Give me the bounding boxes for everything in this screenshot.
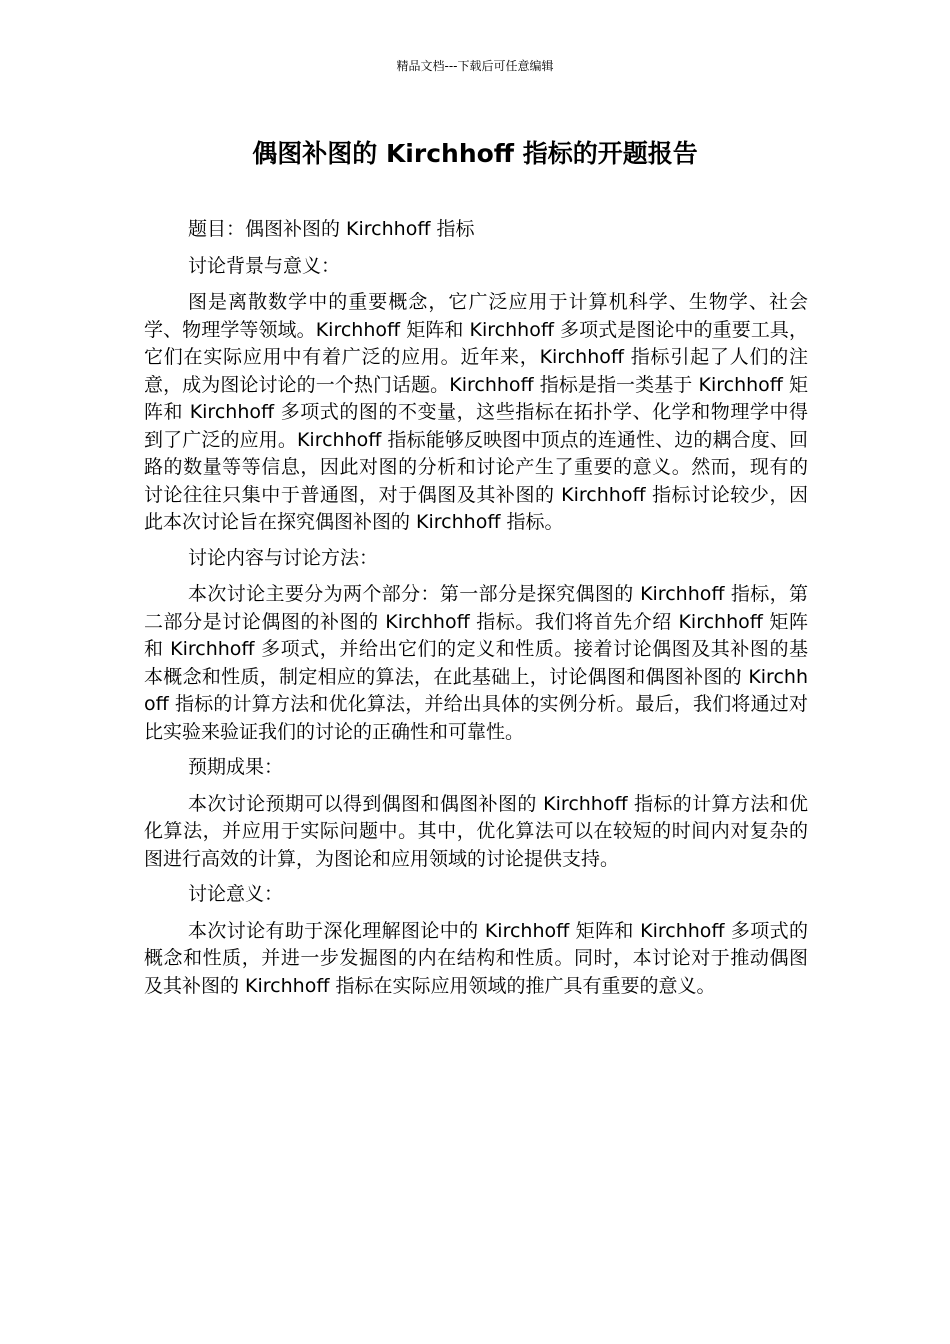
paragraph-content-method: 本次讨论主要分为两个部分：第一部分是探究偶图的 Kirchhoff 指标，第二部分是讨论偶图的补图的 Kirchhoff 指标。我们将首先介绍 Kirchhoff 矩阵和 Kirchhoff 多项式，并给出它们的定义和性质。接着讨论偶图及其补图的基本概念和性质，制定相应的算法，在此基础上，讨论偶图和偶图补图的 Kirchhoff 指标的计算方法和优化算法，并给出具体的实例分析。最后，我们将通过对比实验来验证我们的讨论的正确性和可靠性。	[144, 583, 808, 743]
section-heading-significance: 讨论意义：	[188, 883, 284, 905]
paragraph-background: 图是离散数学中的重要概念，它广泛应用于计算机科学、生物学、社会学、物理学等领域。Kirchhoff 矩阵和 Kirchhoff 多项式是图论中的重要工具，它们在实际应用中有着广泛的应用。近年来，Kirchhoff 指标引起了人们的注意，成为图论讨论的一个热门话题。Kirchhoff 指标是指一类基于 Kirchhoff 矩阵和 Kirchhoff 多项式的图的不变量，这些指标在拓扑学、化学和物理学中得到了广泛的应用。Kirchhoff 指标能够反映图中顶点的连通性、边的耦合度、回路的数量等等信息，因此对图的分析和讨论产生了重要的意义。然而，现有的讨论往往只集中于普通图，对于偶图及其补图的 Kirchhoff 指标讨论较少，因此本次讨论旨在探究偶图补图的 Kirchhoff 指标。	[144, 291, 808, 533]
section-heading-content-method: 讨论内容与讨论方法：	[188, 546, 379, 569]
topic-line: 题目：偶图补图的 Kirchhoff 指标	[188, 218, 475, 240]
section-heading-expected-results: 预期成果：	[188, 756, 284, 778]
paragraph-expected-results: 本次讨论预期可以得到偶图和偶图补图的 Kirchhoff 指标的计算方法和优化算法，并应用于实际问题中。其中，优化算法可以在较短的时间内对复杂的图进行高效的计算，为图论和应用领域的讨论提供支持。	[144, 792, 808, 870]
section-heading-background: 讨论背景与意义：	[188, 254, 341, 277]
document-body	[144, 216, 808, 1008]
document-title: 偶图补图的 Kirchhoff 指标的开题报告	[252, 139, 698, 168]
header-note: 精品文档---下载后可任意编辑	[396, 59, 554, 73]
paragraph-significance: 本次讨论有助于深化理解图论中的 Kirchhoff 矩阵和 Kirchhoff 多项式的概念和性质，并进一步发掘图的内在结构和性质。同时，本讨论对于推动偶图及其补图的 Kirchhoff 指标在实际应用领域的推广具有重要的意义。	[144, 919, 808, 997]
